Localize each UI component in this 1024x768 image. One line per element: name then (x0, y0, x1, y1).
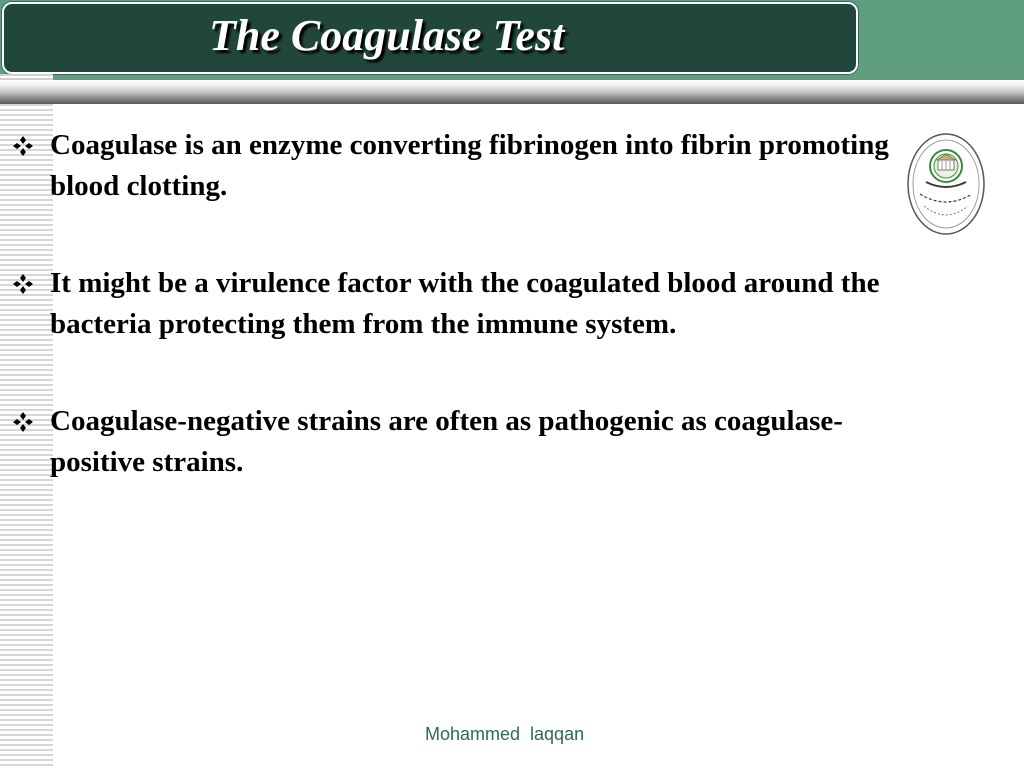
bullet-list (12, 125, 892, 539)
title-panel (2, 2, 858, 74)
slide-title: The Coagulase Test (209, 11, 565, 60)
bullet-item (12, 401, 892, 483)
bullet-text: Coagulase-negative strains are often as pathogenic as coagulase-positive strains. (50, 405, 843, 478)
bullet-text: Coagulase is an enzyme converting fibrinogen into fibrin promoting blood clotting. (50, 129, 889, 202)
four-diamond-bullet-icon (12, 273, 34, 295)
four-diamond-bullet-icon (12, 135, 34, 157)
bullet-item (12, 263, 892, 345)
footer-author: Mohammed laqqan (425, 724, 585, 744)
bullet-text: It might be a virulence factor with the coagulated blood around the bacteria protecting them from the immune system. (50, 267, 880, 340)
bullet-item (12, 125, 892, 207)
four-diamond-bullet-icon (12, 411, 34, 433)
header-divider-bar (0, 80, 1024, 104)
university-seal-icon (906, 132, 986, 236)
